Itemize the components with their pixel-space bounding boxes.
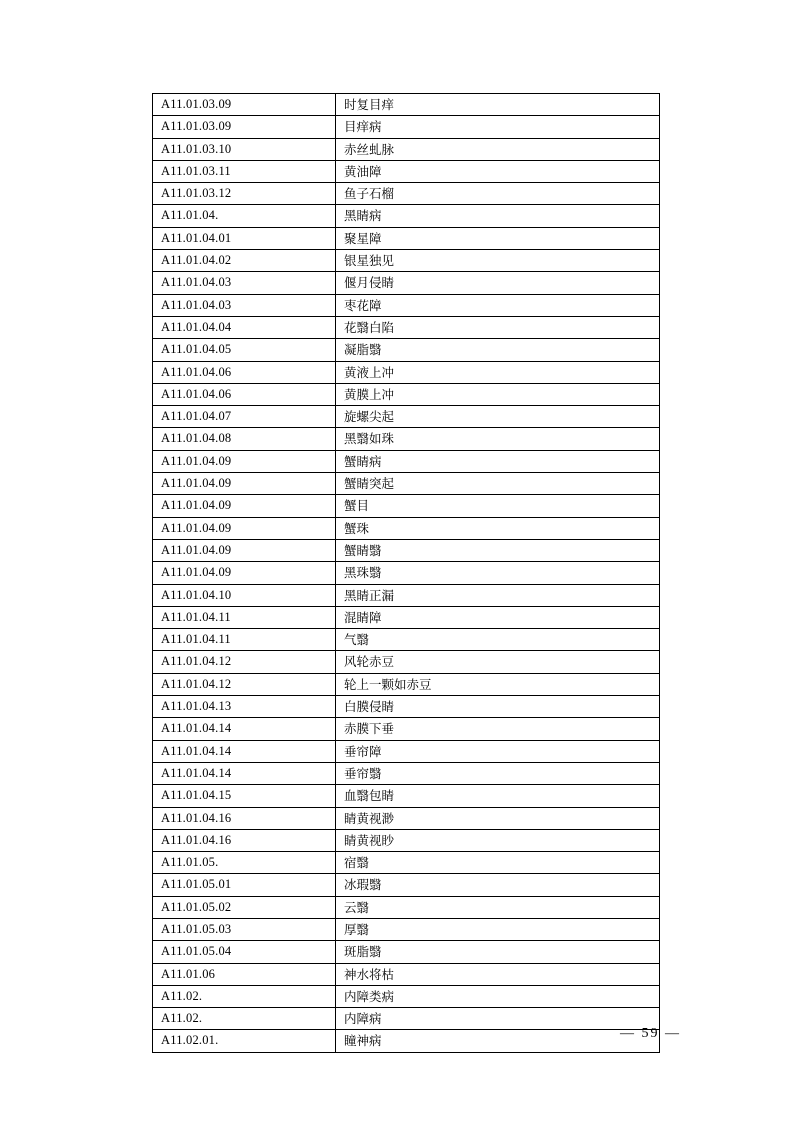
cell-name: 黑翳如珠 [336, 428, 660, 450]
table-row [153, 272, 660, 294]
cell-code: A11.01.04.14 [153, 740, 336, 762]
cell-code: A11.01.04.11 [153, 606, 336, 628]
cell-name: 冰瑕翳 [336, 874, 660, 896]
cell-name: 旋螺尖起 [336, 406, 660, 428]
cell-code: A11.01.04.02 [153, 250, 336, 272]
cell-code: A11.01.04.07 [153, 406, 336, 428]
cell-code: A11.01.04.01 [153, 227, 336, 249]
cell-name: 神水将枯 [336, 963, 660, 985]
table-body [153, 94, 660, 1053]
cell-code: A11.01.04.09 [153, 562, 336, 584]
cell-code: A11.01.03.09 [153, 116, 336, 138]
cell-name: 睛黄视渺 [336, 807, 660, 829]
table-row [153, 963, 660, 985]
cell-name: 黑珠翳 [336, 562, 660, 584]
table-row [153, 852, 660, 874]
table-row [153, 116, 660, 138]
table-row [153, 606, 660, 628]
cell-code: A11.01.05.01 [153, 874, 336, 896]
cell-name: 时复目痒 [336, 94, 660, 116]
cell-name: 赤丝虬脉 [336, 138, 660, 160]
cell-code: A11.01.05.04 [153, 941, 336, 963]
cell-code: A11.01.04.06 [153, 383, 336, 405]
cell-code: A11.01.04.03 [153, 294, 336, 316]
cell-code: A11.01.04.04 [153, 316, 336, 338]
table-row [153, 316, 660, 338]
cell-code: A11.01.04.14 [153, 762, 336, 784]
table-row [153, 896, 660, 918]
cell-name: 蟹珠 [336, 517, 660, 539]
table-row [153, 539, 660, 561]
cell-name: 斑脂翳 [336, 941, 660, 963]
table-row [153, 584, 660, 606]
cell-name: 鱼子石榴 [336, 183, 660, 205]
cell-code: A11.01.04.09 [153, 450, 336, 472]
table-row [153, 829, 660, 851]
cell-name: 垂帘翳 [336, 762, 660, 784]
cell-code: A11.01.04.14 [153, 718, 336, 740]
cell-name: 枣花障 [336, 294, 660, 316]
cell-name: 蟹目 [336, 495, 660, 517]
table-row [153, 450, 660, 472]
cell-code: A11.01.04.05 [153, 339, 336, 361]
table-row [153, 406, 660, 428]
terminology-table [152, 93, 660, 1053]
cell-name: 目痒病 [336, 116, 660, 138]
cell-code: A11.01.04.08 [153, 428, 336, 450]
cell-code: A11.01.04. [153, 205, 336, 227]
cell-name: 赤膜下垂 [336, 718, 660, 740]
cell-code: A11.02.01. [153, 1030, 336, 1052]
table-row [153, 807, 660, 829]
table-row [153, 941, 660, 963]
cell-code: A11.01.04.12 [153, 673, 336, 695]
table-row [153, 361, 660, 383]
table-row [153, 918, 660, 940]
cell-code: A11.01.04.16 [153, 829, 336, 851]
cell-name: 血翳包睛 [336, 785, 660, 807]
cell-name: 聚星障 [336, 227, 660, 249]
cell-code: A11.01.04.03 [153, 272, 336, 294]
table-row [153, 696, 660, 718]
cell-code: A11.01.04.10 [153, 584, 336, 606]
cell-name: 瞳神病 [336, 1030, 660, 1052]
cell-name: 花翳白陷 [336, 316, 660, 338]
cell-code: A11.01.04.09 [153, 517, 336, 539]
table-row [153, 762, 660, 784]
table-row [153, 673, 660, 695]
cell-name: 黑睛病 [336, 205, 660, 227]
table-row [153, 227, 660, 249]
cell-name: 混睛障 [336, 606, 660, 628]
cell-code: A11.02. [153, 985, 336, 1007]
cell-name: 银星独见 [336, 250, 660, 272]
cell-name: 蟹睛病 [336, 450, 660, 472]
cell-code: A11.01.03.09 [153, 94, 336, 116]
table-row [153, 495, 660, 517]
cell-code: A11.01.05.02 [153, 896, 336, 918]
cell-name: 黄膜上冲 [336, 383, 660, 405]
cell-name: 厚翳 [336, 918, 660, 940]
cell-name: 云翳 [336, 896, 660, 918]
cell-code: A11.01.06 [153, 963, 336, 985]
cell-code: A11.01.04.11 [153, 629, 336, 651]
cell-name: 垂帘障 [336, 740, 660, 762]
cell-code: A11.01.04.12 [153, 651, 336, 673]
cell-code: A11.01.04.09 [153, 539, 336, 561]
table-row [153, 294, 660, 316]
table-row [153, 160, 660, 182]
table-row [153, 740, 660, 762]
table-row [153, 562, 660, 584]
cell-name: 偃月侵睛 [336, 272, 660, 294]
cell-code: A11.01.04.09 [153, 473, 336, 495]
cell-name: 内障病 [336, 1008, 660, 1030]
table-row [153, 1008, 660, 1030]
cell-name: 睛黄视眇 [336, 829, 660, 851]
cell-code: A11.01.03.11 [153, 160, 336, 182]
cell-name: 风轮赤豆 [336, 651, 660, 673]
table-row [153, 94, 660, 116]
table-row [153, 383, 660, 405]
cell-code: A11.01.05. [153, 852, 336, 874]
table-row [153, 874, 660, 896]
cell-name: 轮上一颗如赤豆 [336, 673, 660, 695]
cell-code: A11.01.04.15 [153, 785, 336, 807]
table-row [153, 1030, 660, 1052]
table-row [153, 250, 660, 272]
cell-code: A11.01.05.03 [153, 918, 336, 940]
cell-name: 黄油障 [336, 160, 660, 182]
table-row [153, 985, 660, 1007]
cell-code: A11.01.04.09 [153, 495, 336, 517]
cell-name: 宿翳 [336, 852, 660, 874]
table-row [153, 183, 660, 205]
cell-name: 气翳 [336, 629, 660, 651]
page-number: — 59 — [620, 1026, 681, 1041]
cell-name: 白膜侵睛 [336, 696, 660, 718]
table-row [153, 205, 660, 227]
table-row [153, 629, 660, 651]
cell-code: A11.01.04.13 [153, 696, 336, 718]
table-row [153, 428, 660, 450]
cell-name: 蟹睛突起 [336, 473, 660, 495]
table-row [153, 651, 660, 673]
table-row [153, 785, 660, 807]
table-row [153, 473, 660, 495]
cell-name: 内障类病 [336, 985, 660, 1007]
cell-name: 凝脂翳 [336, 339, 660, 361]
cell-code: A11.02. [153, 1008, 336, 1030]
cell-code: A11.01.04.16 [153, 807, 336, 829]
table-row [153, 138, 660, 160]
cell-name: 黑睛正漏 [336, 584, 660, 606]
cell-name: 黄液上冲 [336, 361, 660, 383]
table-row [153, 517, 660, 539]
table-row [153, 339, 660, 361]
cell-name: 蟹睛翳 [336, 539, 660, 561]
cell-code: A11.01.04.06 [153, 361, 336, 383]
cell-code: A11.01.03.12 [153, 183, 336, 205]
table-row [153, 718, 660, 740]
cell-code: A11.01.03.10 [153, 138, 336, 160]
